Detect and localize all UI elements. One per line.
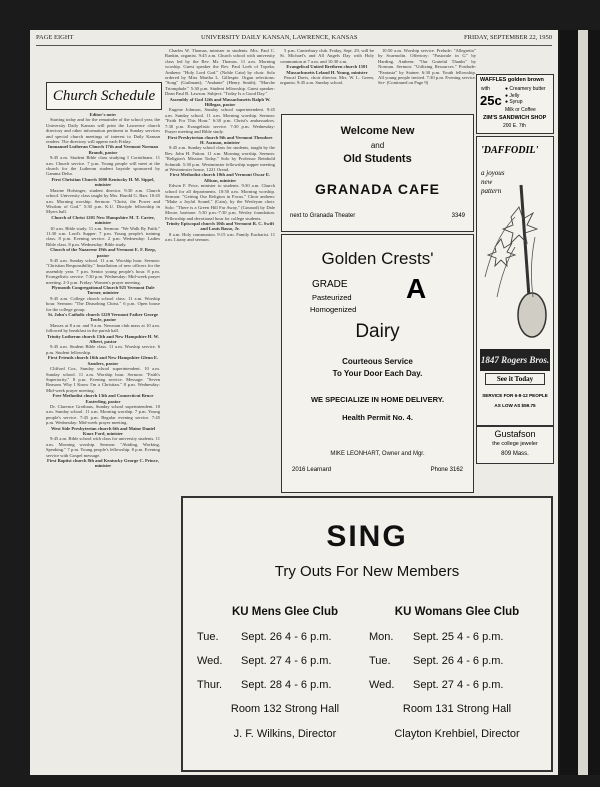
- womens-room: Room 131 Strong Hall: [402, 703, 512, 715]
- waffle-item: [505, 99, 546, 106]
- church-heading: First Baptist church 8th and Kentucky George C. Prince, minister: [47, 458, 159, 469]
- church-schedule-title: Church Schedule: [46, 82, 162, 110]
- tryout-row: [369, 631, 545, 643]
- church-heading: First Friends church 16th and New Hampshire Glenn E. Sanders, pastor: [47, 355, 159, 366]
- church-paragraph: 10 a.m. Bible study. 11 a.m. Sermon: "We Walk By Faith." 11:30 a.m. Lord's Supper. 7 p.m. Young people's training class. 8 p.m. Evening service. 2 p.m. Wednesday: Ladies Bible class. 8 p.m. Wednesday: Bible study.: [46, 225, 160, 247]
- tryout-day: Mon.: [369, 631, 394, 643]
- womens-glee-club: [369, 606, 545, 753]
- dairy-word: Dairy: [355, 321, 400, 342]
- mens-schedule: [197, 631, 373, 691]
- daffodil-spoon-illustration: [477, 177, 553, 357]
- church-paragraph: 9:45 a.m. Bible school with class for university students. 11 a.m. Morning worship. Sermon: "Abiding, Working, Speaking." 7 p.m. Young people's fellowship. 8 p.m. Evening service with Gospel message.: [46, 436, 160, 458]
- rogers-price: AS LOW AS $59.75: [494, 403, 536, 408]
- church-heading: First Methodist church 10th and Vermont Oscar E. Allison, minister: [169, 172, 271, 183]
- church-paragraph: 9:45 a.m. College church school class. 11 a.m. Worship hour. Sermon: "The Disturbing Christ." 6 p.m. Open house for the college group.: [46, 295, 160, 312]
- granada-phone: 3349: [451, 213, 465, 219]
- dairy-owner: MIKE LEONHART, Owner and Mgr.: [330, 451, 425, 457]
- church-heading: Free Methodist church 13th and Connecticut Bruce Easterling, pastor: [52, 393, 154, 404]
- church-heading: Evangelical United Brethren church 1501 Massachusetts Leland H. Young, minister: [286, 64, 368, 75]
- waffles-address: 200 E. 7th: [503, 123, 526, 129]
- dairy-courteous: Courteous Service: [342, 357, 413, 366]
- bullet-icon: ●: [505, 92, 510, 99]
- church-heading: Church of the Nazarene 19th and Vermont E. F. Reep, pastor: [50, 247, 156, 258]
- rogers-brand: 1847 Rogers Bros.: [480, 349, 550, 371]
- dairy-delivery: WE SPECIALIZE IN HOME DELIVERY.: [310, 395, 445, 404]
- mens-heading: KU Mens Glee Club: [231, 606, 339, 618]
- church-paragraph: 8 a.m. Holy communion. 9:15 a.m. Family Eucharist. 11 a.m. Litany and sermon.: [165, 231, 275, 243]
- church-paragraph: Edwin F. Price, minister to students. 9:30 a.m. Church school for all departments. 10:50 a.m. Morning worship. Sermon: "Getting Our Religion in Focus." Choir anthem: "Make a Joyful Sound," (Cain), by the Wesleyan choir. Solo: "There is a Green Hill Far Away," (Gounod) by Dale Moore, baritone. 5:30 p.m.-7:30 p.m. Wesley foundation. Fellowship and devotional hour for college students.: [165, 183, 275, 221]
- dairy-brand: Golden Crests': [321, 249, 434, 268]
- dairy-homogenized: Homogenized: [310, 305, 357, 314]
- newspaper-page: [30, 30, 558, 775]
- dairy-permit: Health Permit No. 4.: [342, 413, 413, 422]
- church-heading: Editor's note:: [89, 112, 117, 117]
- granada-line-2: and: [370, 141, 385, 150]
- gustafson-jeweler-ad: [476, 426, 554, 464]
- womens-heading: KU Womans Glee Club: [394, 606, 520, 618]
- church-heading: Trinity Episcopal church 10th and Vermont R. C. Swift and Louis Basso, Jr.: [165, 221, 275, 232]
- waffle-item-label: Jelly: [509, 92, 520, 99]
- header-rule: [36, 45, 552, 46]
- church-paragraph: 5 p.m. Canterbury club. Friday, Sept. 29, will be St. Michael's and All Angels Day with Holy communion at 7 a.m. and 10:30 a.m.: [280, 48, 374, 64]
- mens-room: Room 132 Strong Hall: [230, 703, 340, 715]
- waffles-price: 25c: [480, 93, 502, 108]
- church-heading: West Side Presbyterian church 6th and Maine Daniel Knox Ford, minister: [50, 425, 156, 436]
- rogers-service: SERVICE FOR 6-8-12 PEOPLE: [482, 393, 548, 398]
- dairy-grade-letter: A: [406, 273, 427, 304]
- tagline-3: pattern: [481, 187, 502, 195]
- sing-subtitle: Try Outs For New Members: [274, 563, 460, 580]
- tryout-time: Sept. 27 4 - 6 p.m.: [241, 655, 332, 667]
- church-paragraph: 9:45 a.m. Sunday school. 11 a.m. Worship hour. Sermon: "Christian Responsibility." Installation of new officers for the assembly year. 7 p.m. Senior young people's hour. 8 p.m. Evangelistic service. 7:30 p.m. Wednesday: Mid-week prayer meeting. 2-3 p.m. Friday: Women's prayer meeting.: [46, 257, 160, 285]
- tryout-time: Sept. 25 4 - 6 p.m.: [413, 631, 504, 643]
- church-heading: Immanuel Lutheran Church 17th and Vermont Norman Brandt, pastor: [47, 144, 159, 155]
- church-heading: Church of Christ 1201 New Hampshire M. T. Carter, minister: [51, 214, 155, 226]
- granada-line-1: Welcome New: [340, 125, 415, 137]
- tryout-time: Sept. 27 4 - 6 p.m.: [413, 679, 504, 691]
- dairy-pasteurized: Pasteurized: [312, 293, 352, 302]
- church-paragraph: Masses at 8 a.m. and 9 a.m. Newman club mass at 10 a.m. followed by breakfast in the parish hall.: [46, 322, 160, 334]
- church-paragraph: Eugene Johnson, Sunday school superintendent. 9:45 a.m. Sunday school. 11 a.m. Morning worship. Sermon: "Faith For This Hour." 6:30 p.m. Christ's ambassadors. 7:30 p.m. Evangelistic service. 7:30 p.m. Wednesday: Prayer meeting and Bible study.: [165, 107, 275, 135]
- dairy-grade-label: GRADE: [312, 279, 348, 290]
- granada-cafe-name: GRANADA CAFE: [314, 181, 441, 197]
- rogers-daffodil-ad: [476, 136, 554, 426]
- adjacent-page-strip: [578, 30, 588, 775]
- church-paragraph: Maxine Hofsinger, student director. 9:30 a.m. Church school. University class taught by Mrs. Harold G. Barr. 10:45 a.m. Morning worship. Sermon: "Christ, the Power and Wisdom of God." 5:30 p.m. K.U. Disciple fellowship in Myers hall.: [46, 187, 160, 215]
- bullet-icon: ●: [505, 99, 510, 105]
- tryout-row: [197, 655, 373, 667]
- church-heading: First Christian Church 1000 Kentucky H. M. Sippel, minister: [51, 176, 155, 188]
- church-paragraph: Clifford Cox, Sunday school superintendent. 10 a.m. Sunday school. 11 a.m. Worship hour. Sermon: "Faith's Superiority." 8 p.m. Evening service. Message: "Seven Reasons Why I Know I'm a Christian." 8 p.m. Wednesday: Mid-week prayer meeting.: [46, 366, 160, 393]
- mens-director: J. F. Wilkins, Director: [233, 728, 337, 740]
- womens-director: Clayton Krehbiel, Director: [394, 728, 520, 740]
- church-column-2: [165, 48, 275, 488]
- gustafson-tagline: the college jeweler: [492, 441, 538, 447]
- bullet-icon: ●: [505, 86, 510, 92]
- church-paragraph: Pascal Davis, choir director. Mrs. W. L. Green, organist. 9:45 a.m. Sunday school.: [280, 75, 374, 86]
- golden-crests-dairy-ad: [281, 234, 474, 493]
- rogers-see-it: See it Today: [485, 373, 545, 385]
- church-heading: St. John's Catholic church 1229 Vermont Father George Towle, pastor: [47, 312, 159, 323]
- dairy-phone: Phone 3162: [430, 467, 463, 473]
- tryout-day: Wed.: [369, 679, 395, 691]
- church-paragraph: 10:50 a.m. Worship service. Prelude: "Allegretto" by Scarmolin. Offertory: "Pastorale in G" by Harding. Anthem: "Our Grateful Thanks" by Norman. Sermon: "Utilizing Resources." Postlude: "Fantasia" by Stainer. 6:30 p.m. Youth fellowship. All young people invited. 7:30 p.m. Evening service. Ser- (Continued on Page 9): [378, 48, 476, 86]
- gustafson-name: Gustafson: [494, 429, 536, 439]
- church-paragraph: 9:45 a.m. Student Bible class. 11 a.m. Worship service. 6 p.m. Student fellowship.: [46, 344, 160, 355]
- tagline-2: new: [481, 178, 493, 186]
- womens-schedule: [369, 631, 545, 691]
- daffodil-title: 'DAFFODIL': [481, 145, 539, 156]
- church-paragraph: Charles W. Thomas, minister to students. Mrs. Paul C. Rankin, organist. 9:45 a.m. Church school with university class led by the Rev. Mr. Thomas. 11 a.m. Morning worship. Guest speaker the Rev. Paul Loeb of Topeka. Anthem: "Holy Lord God." (Noble Cain) by choir. Solo ordered by Miss Martha L. Gillespie. Organ selections: "Song" (Guilmant); "Andante" (Henry Smith); "Marche Triomphale." 5:30 p.m. Student fellowship. Guest speaker: Dean Paul B. Lawson. Subject: "Today Is a Good Day.": [165, 48, 275, 97]
- waffle-item-label: Creamery butter: [509, 86, 546, 92]
- tryout-row: [369, 655, 545, 667]
- waffles-shop: ZIM'S SANDWICH SHOP: [483, 115, 547, 121]
- tryout-day: Thur.: [197, 679, 223, 691]
- issue-date: FRIDAY, SEPTEMBER 22, 1950: [464, 34, 552, 41]
- sing-headline: SING: [326, 520, 408, 553]
- waffles-items: [505, 86, 546, 106]
- church-heading: First Presbyterian church 9th and Vermont Theodore H. Aszman, minister: [167, 134, 273, 145]
- dairy-address: 2016 Learnard: [292, 467, 332, 473]
- granada-cafe-ad: [281, 114, 474, 232]
- tagline-1: a joyous: [481, 169, 505, 177]
- tryout-row: [197, 631, 373, 643]
- church-column-4: [378, 48, 476, 110]
- tryout-day: Tue.: [369, 655, 391, 667]
- waffles-with: with: [481, 86, 490, 92]
- paper-name: UNIVERSITY DAILY KANSAN, LAWRENCE, KANSAS: [201, 34, 358, 41]
- mens-glee-club: [197, 606, 373, 753]
- tryout-row: [197, 679, 373, 691]
- church-column-1: [46, 112, 160, 772]
- church-heading: Plymouth Congregational Church 925 Vermont Dale Turner, minister: [51, 285, 155, 296]
- page-number: PAGE EIGHT: [36, 34, 74, 41]
- church-paragraph: Starting today and for the remainder of the school year, the University Daily Kansan will print the Lawrence church directory and other information pertinent to Sunday services and special church meetings of interest to Daily Kansan readers. The directory will appear each Friday.: [46, 117, 160, 145]
- waffles-milk: Milk or Coffee: [505, 107, 536, 113]
- tryout-day: Tue.: [197, 631, 219, 643]
- church-column-3: [280, 48, 374, 110]
- page-header: [36, 34, 552, 44]
- tryout-time: Sept. 26 4 - 6 p.m.: [241, 631, 332, 643]
- dairy-door: To Your Door Each Day.: [332, 369, 423, 378]
- tryout-time: Sept. 28 4 - 6 p.m.: [241, 679, 332, 691]
- glee-club-tryouts-ad: [181, 496, 553, 772]
- waffles-line-1: WAFFLES golden brown: [480, 77, 544, 83]
- church-heading: Trinity Lutheran church 13th and New Hampshire H. W. Albert, pastor: [47, 333, 159, 345]
- church-paragraph: 9:45 a.m. Sunday school class for students, taught by the Rev. John H. Patton. 11 a.m. Morning worship. Sermon: "Religion's Mission Today." Solo by Professor Reinhold Schmidt. 5:30 p.m. Westminster fellowship supper meeting at Westminster house, 1221 Oread.: [165, 145, 275, 172]
- church-paragraph: Dr. Clarence Grothaus, Sunday school superintendent. 10 a.m. Sunday school. 11 a.m. Morning worship. 7 p.m. Young people's service. 7:45 p.m. Regular evening service. 7:45 p.m. Wednesday: Mid-week prayer meeting.: [46, 403, 160, 426]
- tryout-time: Sept. 26 4 - 6 p.m.: [413, 655, 504, 667]
- waffle-item-label: Syrup: [509, 99, 523, 105]
- granada-location: next to Granada Theater: [290, 213, 356, 219]
- gustafson-address: 809 Mass.: [501, 451, 529, 457]
- church-heading: Assembly of God 12th and Massachusetts Ralph W. Hillegas, pastor: [169, 96, 271, 108]
- granada-line-3: Old Students: [343, 153, 412, 165]
- zims-waffles-ad: [476, 74, 554, 134]
- church-paragraph: 9:45 a.m. Student Bible class studying I Corinthians. 11 a.m. Church service. 7 p.m. Young people will meet at the church for the Lutheran student hayride sponsored by Gamma Delta.: [46, 155, 160, 177]
- tryout-row: [369, 679, 545, 691]
- tryout-day: Wed.: [197, 655, 223, 667]
